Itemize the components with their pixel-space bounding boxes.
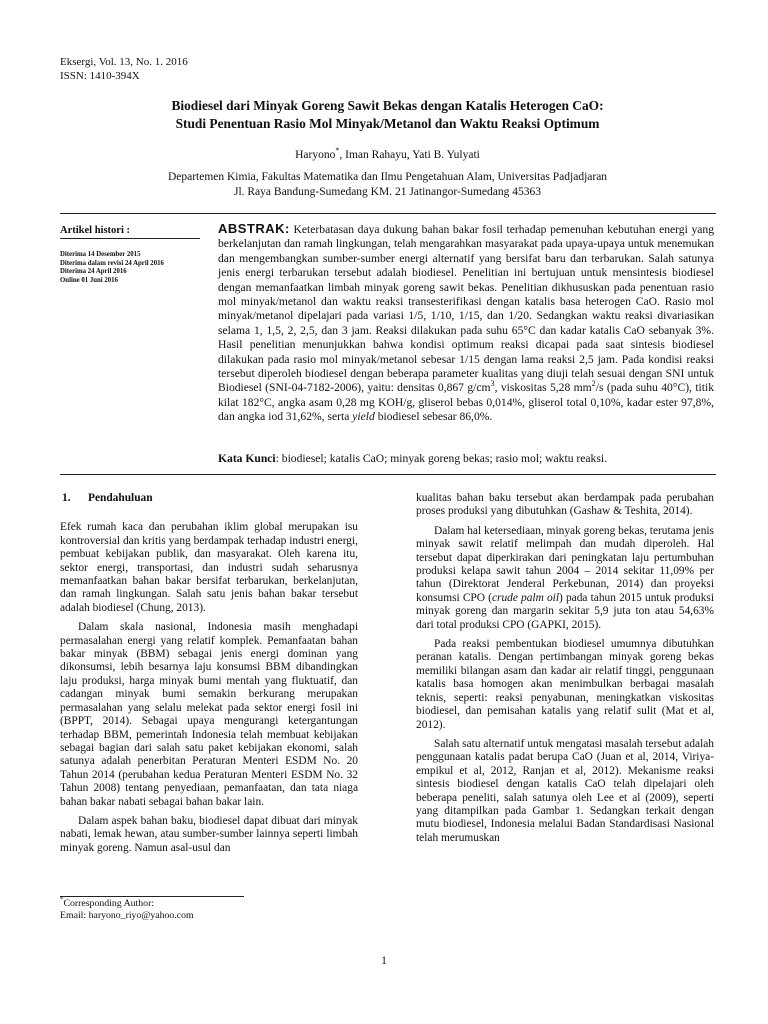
right-column: [416, 492, 714, 851]
paper-title: [60, 97, 715, 133]
left-column: [60, 492, 358, 861]
author-corresponding: Haryono: [295, 149, 336, 161]
section-number: 1.: [62, 492, 71, 504]
paragraph: Pada reaksi pembentukan biodiesel umumnya dibutuhkan peranan katalis. Dengan pertimbangan minyak goreng bekas memiliki bilangan asam dan kadar air relatif tinggi, penggunaan katalis basa homogen akan menimbulkan berbagai masalah teknis, seperti: reaksi penyabunan, meningkatkan viskositas biodiesel, dan pemisahan katalis yang relatif sulit (Mat et al, 2012).: [416, 638, 714, 731]
abstract-heading: ABSTRAK:: [218, 221, 290, 236]
article-history: [60, 251, 210, 285]
abstract-sup-2: 2: [591, 379, 596, 389]
top-divider: [60, 213, 716, 214]
journal-issn: ISSN: 1410-394X: [60, 70, 140, 82]
paragraph-italic: crude palm oil: [491, 591, 560, 604]
abstract-text-3: /s (pada suhu 40°C), titik kilat 182°C, angka asam 0,28 mg KOH/g, gliserol bebas 0,014%, gliserol total 0,10%, kadar ester 97,8%, dan angka iod 31,62%, serta: [218, 381, 714, 424]
abstract-text-1: Keterbatasan daya dukung bahan bakar fosil terhadap pemenuhan kebutuhan energi yang berkelanjutan dan ramah lingkungan, telah mengarahkan masyarakat pada upaya-upaya untuk menemukan dan mengembangkan sumber-sumber energi alternatif yang bersifat baru dan terbarukan. Salah satunya jenis energi terbarukan tersebut adalah biodiesel. Penelitian ini bertujuan untuk mensintesis biodiesel dengan memanfaatkan limbah minyak goreng sawit bekas. Penelitian dikhususkan pada penentuan rasio mol minyak/metanol dan waktu reaksi transesterifikasi dengan katalis basa heterogen CaO. Rasio mol minyak/metanol dipelajari pada variasi 1/5, 1/10, 1/15, dan 1/20. Sedangkan waktu reaksi divariasikan selama 1, 1,5, 2, 2,5, dan 3 jam. Reaksi dilakukan pada suhu 65°C dan kadar katalis CaO sebanyak 3%. Hasil penelitian menunjukkan bahwa kondisi optimum reaksi dicapai pada saat sintesis biodiesel dilakukan pada rasio mol minyak/metanol sebesar 1/15 dengan lama reaksi 2,5 jam. Pada kondisi reaksi tersebut diperoleh biodiesel dengan beberapa parameter kualitas yang diuji telah sesuai dengan SNI untuk Biodiesel (SNI-04-7182-2006), yaitu: densitas 0,867 g/cm: [218, 223, 714, 395]
history-online: Online 01 Juni 2016: [60, 276, 118, 284]
footnote-label: Corresponding Author:: [63, 898, 155, 909]
section-title: Pendahuluan: [88, 492, 153, 504]
footnote-email: Email: haryono_riyo@yahoo.com: [60, 910, 194, 921]
abstract-divider: [60, 474, 716, 475]
title-line-1: Biodiesel dari Minyak Goreng Sawit Bekas dengan Katalis Heterogen CaO:: [171, 98, 604, 113]
abstract-yield: yield: [352, 410, 375, 424]
abstract-sup-1: 3: [490, 379, 495, 389]
keywords: [218, 452, 714, 465]
history-accepted: Diterima 24 April 2016: [60, 268, 127, 276]
history-received: Diterima 14 Desember 2015: [60, 251, 141, 258]
history-label: Artikel histori :: [60, 225, 130, 236]
section-heading: [60, 492, 358, 505]
journal-citation: Eksergi, Vol. 13, No. 1. 2016: [60, 56, 188, 68]
abstract-text-4: biodiesel sebesar 86,0%.: [374, 410, 493, 424]
affiliation-line-1: Departemen Kimia, Fakultas Matematika dan Ilmu Pengetahuan Alam, Universitas Padjadjaran: [167, 171, 608, 183]
corresponding-mark: *: [335, 146, 340, 156]
history-revised: Diterima dalam revisi 24 April 2016: [60, 259, 164, 267]
title-line-2: Studi Penentuan Rasio Mol Minyak/Metanol dan Waktu Reaksi Optimum: [175, 116, 600, 131]
author-others: , Iman Rahayu, Yati B. Yulyati: [339, 149, 480, 161]
paragraph: Dalam aspek bahan baku, biodiesel dapat dibuat dari minyak nabati, lemak hewan, atau sumber-sumber lainnya seperti limbah minyak goreng. Namun asal-usul dan: [60, 814, 358, 854]
keywords-text: : biodiesel; katalis CaO; minyak goreng bekas; rasio mol; waktu reaksi.: [275, 452, 607, 465]
affiliation-line-2: Jl. Raya Bandung-Sumedang KM. 21 Jatinangor-Sumedang 45363: [233, 186, 542, 198]
paragraph: Salah satu alternatif untuk mengatasi masalah tersebut adalah penggunaan katalis padat berupa CaO (Juan et al, 2014, Viriya-empikul et al, 2012, Ranjan et al, 2012). Mekanisme reaksi sintesis biodiesel dengan katalis CaO telah dipelajari oleh beberapa peneliti, salah satunya oleh Lee et al (2009), seperti yang ditampilkan pada Gambar 1. Sedangkan terkait dengan mutu biodiesel, Indonesia melalui Badan Standardisasi Nasional telah merumuskan: [416, 737, 714, 844]
page-number: 1: [381, 955, 387, 967]
paragraph-text: Dalam hal ketersediaan, minyak goreng bekas, terutama jenis minyak sawit relatif melimpah dan mudah diperoleh. Hal tersebut dapat diperkirakan dari peningkatan laju pertumbuhan produksi kelapa sawit tahun 2004 – 2014 sekitar 11,09% per tahun (Direktorat Jenderal Perkebunan, 2014) dan proyeksi konsumsi CPO (: [416, 524, 714, 604]
abstract: [218, 222, 714, 425]
affiliation: [60, 170, 715, 200]
abstract-text-2: , viskositas 5,28 mm: [494, 381, 592, 395]
paragraph: Efek rumah kaca dan perubahan iklim global merupakan isu kontroversial dan kritis yang berdampak terhadap industri energi, pembuat kebijakan publik, dan masyarakat. Oleh karena itu, sektor energi, transportasi, dan industri sudah seharusnya memanfaatkan bahan bakar bersifat terbarukan, berkelanjutan, dan ramah lingkungan. Salah satu jenis bahan bakar tersebut adalah biodiesel (Chung, 2013).: [60, 521, 358, 614]
footnote-divider: [60, 896, 244, 897]
history-divider: [60, 238, 200, 239]
keywords-label: Kata Kunci: [218, 452, 276, 465]
paragraph-text: ) pada tahun 2015 untuk produksi minyak goreng dan margarin sekitar 5,9 juta ton atau 54,63% dari total produksi CPO (GAPKI, 2015).: [416, 591, 715, 631]
author-list: [60, 146, 715, 161]
footnote: [60, 898, 194, 922]
footnote-mark: *: [60, 896, 64, 904]
footnote-author: [60, 898, 194, 910]
paragraph: [416, 525, 714, 632]
paragraph: kualitas bahan baku tersebut akan berdampak pada perubahan proses produksi yang dibutuhkan (Gashaw & Teshita, 2014).: [416, 492, 714, 518]
journal-header: [60, 55, 188, 83]
paragraph: Dalam skala nasional, Indonesia masih menghadapi permasalahan energi yang relatif komplek. Pemanfaatan bahan bakar minyak (BBM) sebagai jenis energi dominan yang dikonsumsi, lebih besarnya laju konsumsi BBM dibandingkan laju produksi, harga minyak bumi mentah yang fluktuatif, dan cadangan minyak bumi semakin berkurang merupakan permasalahan yang selalu melekat pada sektor energi fosil ini (BPPT, 2014). Sebagai upaya mengurangi ketergantungan terhadap BBM, pemerintah Indonesia telah membuat kebijakan sebagai bagian dari salah satu paket kebijakan ekonomi, salah satunya adalah penerbitan Peraturan Menteri ESDM No. 20 Tahun 2014 (perubahan kedua Peraturan Menteri ESDM No. 32 Tahun 2008) tentang penyediaan, pemanfaatan, dan tata niaga bahan bakar nabati sebagai bahan bakar lain.: [60, 621, 358, 808]
